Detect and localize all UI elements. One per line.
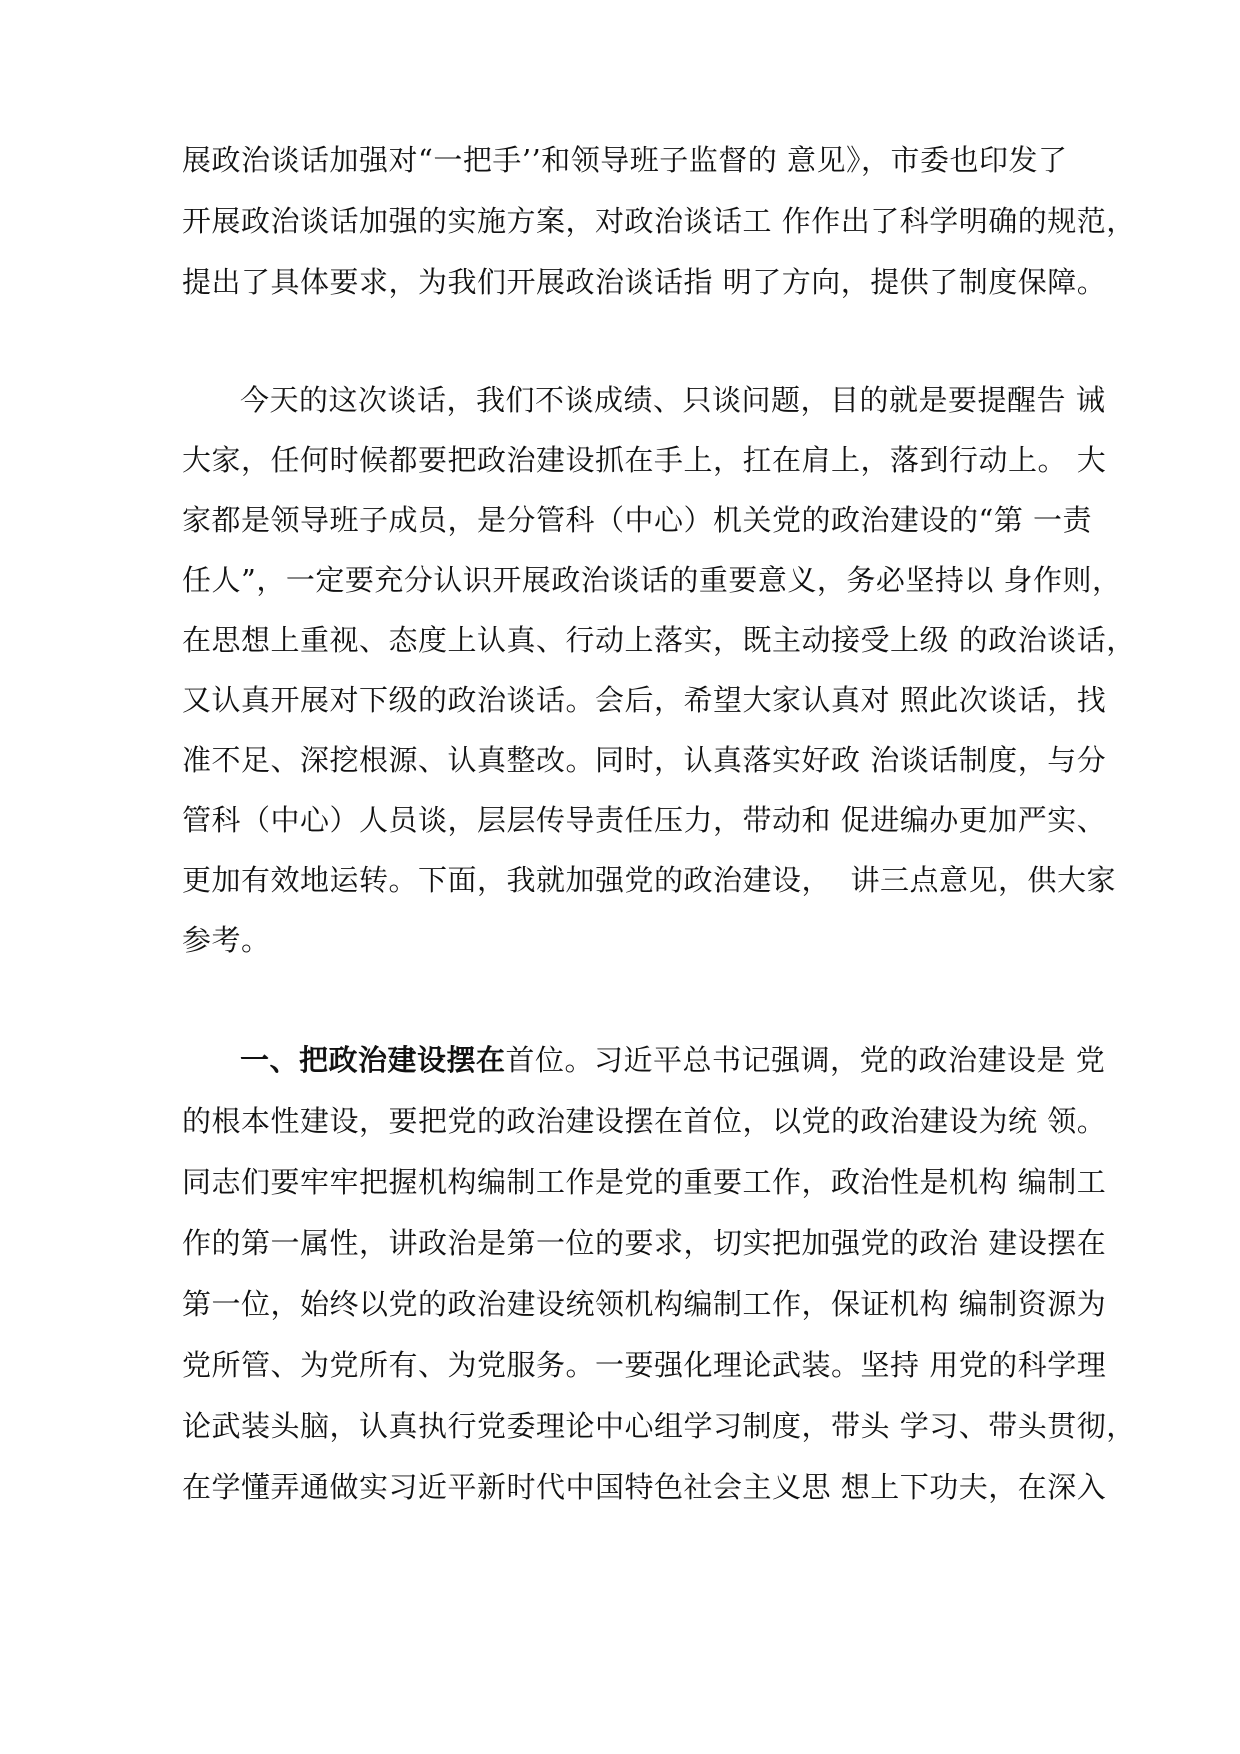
paragraph-2-line-6: 又认真开展对下级的政治谈话。会后，希望大家认真对 照此次谈话，找 xyxy=(182,683,1107,717)
paragraph-2-line-2: 大家，任何时候都要把政治建设抓在手上，扛在肩上，落到行动上。 大 xyxy=(182,443,1107,477)
paragraph-2-line-8: 管科（中心）人员谈，层层传导责任压力，带动和 促进编办更加严实、 xyxy=(182,803,1107,837)
paragraph-2-line-4: 任人”，一定要充分认识开展政治谈话的重要意义，务必坚持以 身作则， xyxy=(182,563,1122,597)
paragraph-3-line-5: 第一位，始终以党的政治建设统领机构编制工作，保证机构 编制资源为 xyxy=(182,1287,1107,1321)
paragraph-2-line-5: 在思想上重视、态度上认真、行动上落实，既主动接受上级 的政治谈话， xyxy=(182,623,1136,657)
paragraph-1-line-1: 展政治谈话加强对“一把手’’和领导班子监督的 意见》，市委也印发了 xyxy=(182,143,1068,177)
section-heading-continuation: 首位。习近平总书记强调，党的政治建设是 党 xyxy=(505,1043,1106,1077)
paragraph-1-line-3: 提出了具体要求，为我们开展政治谈话指 明了方向，提供了制度保障。 xyxy=(182,265,1107,299)
paragraph-2-line-7: 准不足、深挖根源、认真整改。同时，认真落实好政 治谈话制度，与分 xyxy=(182,743,1107,777)
paragraph-3-line-1 xyxy=(240,1040,1106,1080)
paragraph-2-line-9: 更加有效地运转。下面，我就加强党的政治建设， 讲三点意见，供大家 xyxy=(182,863,1116,897)
paragraph-3-line-4: 作的第一属性，讲政治是第一位的要求，切实把加强党的政治 建设摆在 xyxy=(182,1226,1107,1260)
paragraph-2-line-10: 参考。 xyxy=(182,923,271,957)
paragraph-2-line-3: 家都是领导班子成员，是分管科（中心）机关党的政治建设的“第 一责 xyxy=(182,503,1093,537)
paragraph-1-line-2: 开展政治谈话加强的实施方案，对政治谈话工 作作出了科学明确的规范， xyxy=(182,204,1136,238)
paragraph-3-line-7: 论武装头脑，认真执行党委理论中心组学习制度，带头 学习、带头贯彻， xyxy=(182,1409,1136,1443)
paragraph-2-line-1: 今天的这次谈话，我们不谈成绩、只谈问题，目的就是要提醒告 诫 xyxy=(240,383,1106,417)
paragraph-3-line-2: 的根本性建设，要把党的政治建设摆在首位，以党的政治建设为统 领。 xyxy=(182,1104,1107,1138)
paragraph-3-line-3: 同志们要牢牢把握机构编制工作是党的重要工作，政治性是机构 编制工 xyxy=(182,1165,1107,1199)
section-heading: 一、把政治建设摆在 xyxy=(240,1043,506,1077)
paragraph-3-line-8: 在学懂弄通做实习近平新时代中国特色社会主义思 想上下功夫，在深入 xyxy=(182,1470,1107,1504)
paragraph-3-line-6: 党所管、为党所有、为党服务。一要强化理论武装。坚持 用党的科学理 xyxy=(182,1348,1107,1382)
